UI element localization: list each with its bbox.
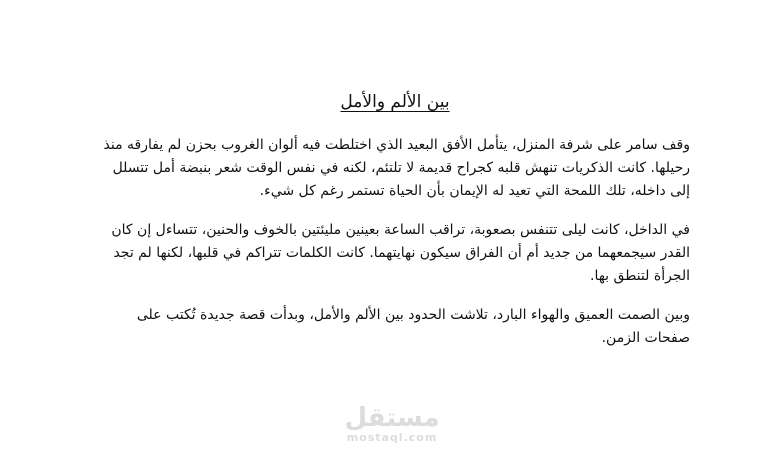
paragraph-2: في الداخل، كانت ليلى تتنفس بصعوبة، تراقب الساعة بعينين مليئتين بالخوف والحنين، تتساءل إن كان القدر سيجمعهما من جديد أم أن الفراق سيكون نهايتهما. كانت الكلمات تتراكم في قلبها، لكنها لم تجد الجرأة لتنطق بها. [111,222,690,284]
document [100,88,690,366]
paragraph-1: وقف سامر على شرفة المنزل، يتأمل الأفق البعيد الذي اختلطت فيه ألوان الغروب بحزن لم يفارقه منذ رحيلها. كانت الذكريات تنهش قلبه كجراح قديمة لا تلتئم، لكنه في نفس الوقت شعر بنبضة أمل تتسلل إلى داخله، تلك اللمحة التي تعيد له الإيمان بأن الحياة تستمر رغم كل شيء. [103,137,690,199]
paragraph-3: وبين الصمت العميق والهواء البارد، تلاشت الحدود بين الألم والأمل، وبدأت قصة جديدة تُكتب على صفحات الزمن. [136,307,690,346]
mostaql-watermark [337,404,447,444]
document-title: بين الألم والأمل [340,92,450,112]
watermark-logo: مستقل [344,403,440,433]
watermark-domain: mostaql.com [346,431,438,444]
